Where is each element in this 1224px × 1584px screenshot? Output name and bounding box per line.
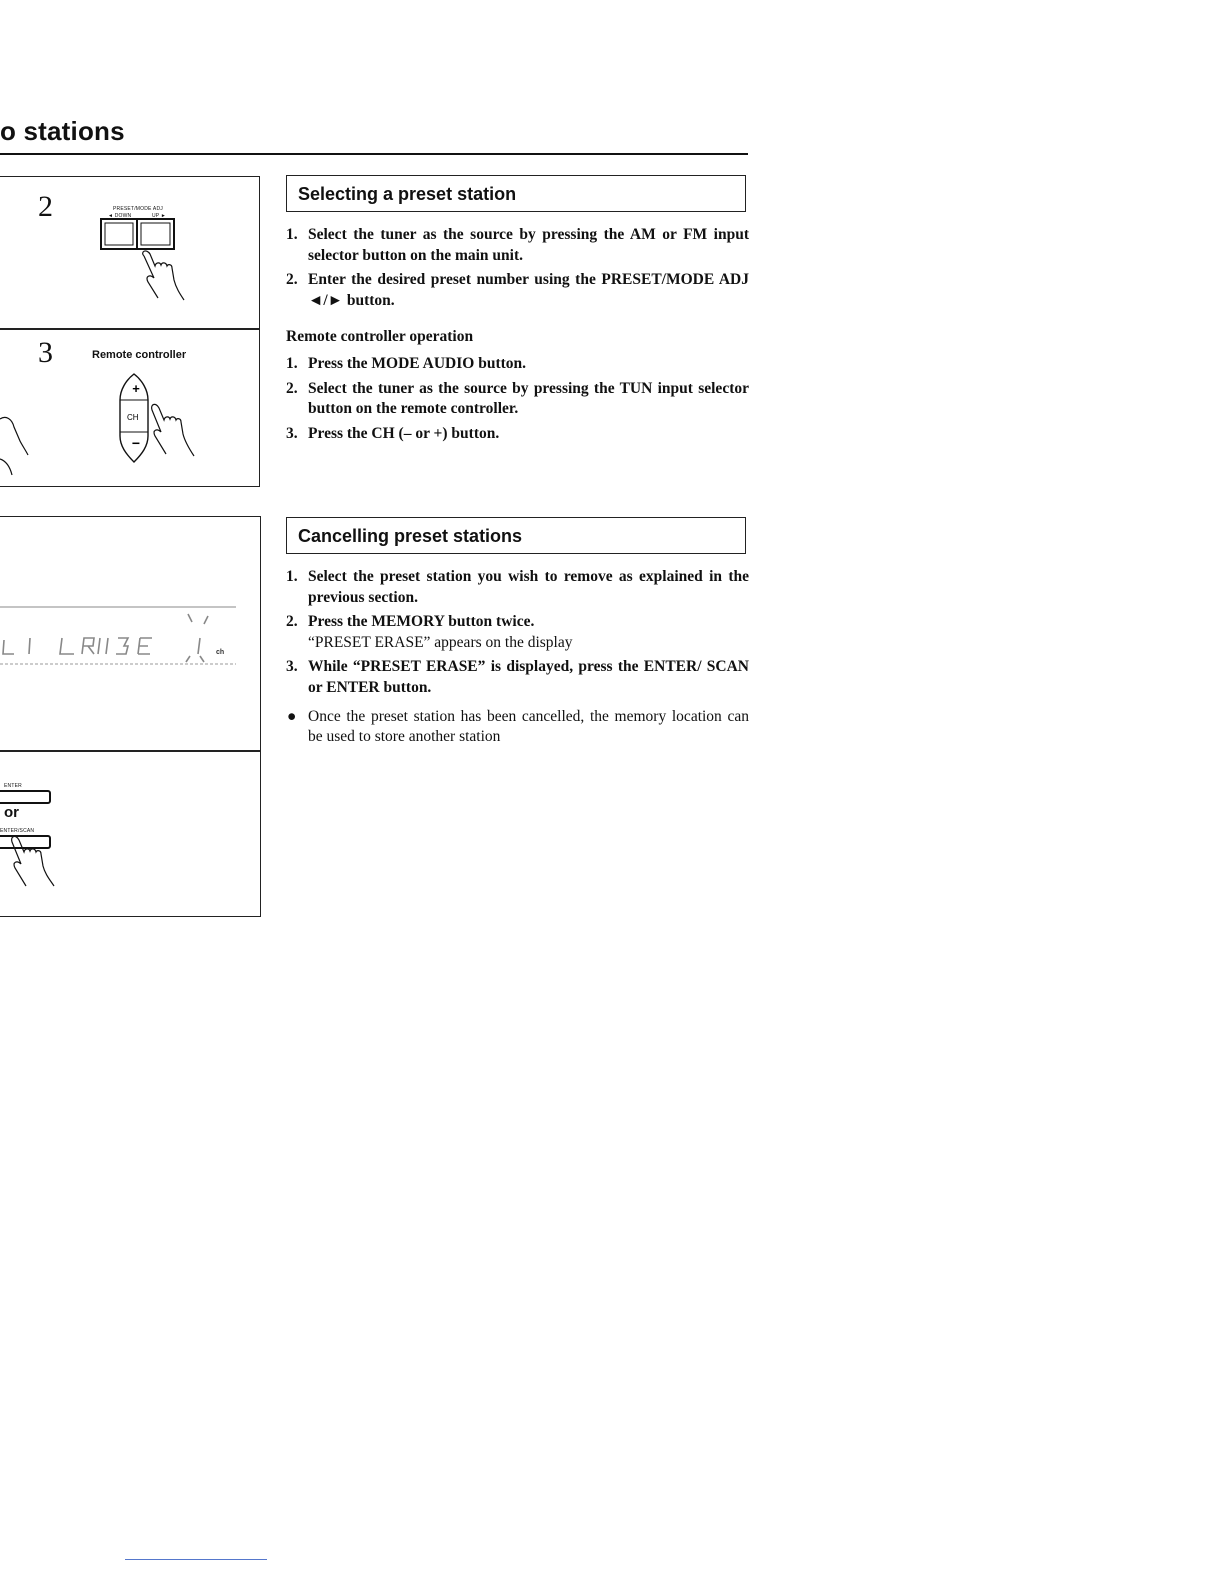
- remote-steps-list: [286, 354, 749, 448]
- footer-rule: [125, 1559, 267, 1560]
- step-number-3: 3: [38, 336, 53, 369]
- segment-display-text: [3, 614, 208, 662]
- step-note: “PRESET ERASE” appears on the display: [308, 633, 573, 651]
- list-item: 2. Enter the desired preset number using the PRESET/MODE ADJ ◄/► button.: [286, 271, 749, 309]
- enter-scan-caption: ENTER/SCAN: [0, 828, 35, 834]
- cell-divider: [0, 750, 260, 752]
- enter-buttons-illustration: [0, 790, 80, 890]
- fl-display-illustration: [0, 602, 240, 672]
- remote-controller-label: Remote controller: [92, 349, 187, 361]
- page-title: o stations: [0, 116, 125, 146]
- remote-operation-subheading: Remote controller operation: [286, 328, 474, 345]
- section-heading: Cancelling preset stations: [298, 526, 523, 546]
- list-item: 2. Select the tuner as the source by pressing the TUN input selector button on the remote controller.: [286, 379, 749, 417]
- enter-caption: ENTER: [4, 783, 22, 789]
- down-caption: ◄ DOWN: [108, 213, 132, 219]
- cell-divider: [0, 328, 259, 330]
- list-item: 2. Press the MEMORY button twice. “PRESET ERASE” appears on the display: [286, 612, 749, 653]
- list-item: 3. While “PRESET ERASE” is displayed, press the ENTER/ SCAN or ENTER button.: [286, 658, 749, 696]
- minus-symbol: −: [131, 435, 141, 451]
- hand-partial-icon: [0, 415, 40, 485]
- ch-indicator: ch: [216, 649, 225, 656]
- cancelling-steps-list: [286, 567, 749, 702]
- cancelling-section-header: [286, 517, 746, 554]
- plus-symbol: +: [132, 381, 140, 396]
- or-label: or: [4, 804, 19, 821]
- selecting-steps-list: [286, 225, 749, 315]
- hand-pointer-icon: [12, 836, 54, 886]
- hand-pointer-icon: [143, 251, 184, 300]
- list-item: 1. Select the preset station you wish to remove as explained in the previous section.: [286, 568, 749, 606]
- list-item: 3. Press the CH (– or +) button.: [286, 424, 500, 442]
- list-item: 1. Select the tuner as the source by pressing the AM or FM input selector button on the main unit.: [286, 226, 749, 264]
- list-item: 1. Press the MODE AUDIO button.: [286, 355, 527, 372]
- title-rule: [0, 153, 748, 155]
- section-heading: Selecting a preset station: [298, 184, 517, 204]
- step-number-2: 2: [38, 190, 53, 223]
- up-caption: UP ►: [152, 213, 166, 219]
- remote-ch-rocker-illustration: [114, 370, 214, 468]
- ch-label: CH: [127, 413, 139, 422]
- preset-mode-adj-caption: PRESET/MODE ADJ: [113, 206, 163, 212]
- preset-mode-adj-button-illustration: [100, 218, 180, 303]
- bullet-icon: ●: [287, 708, 297, 725]
- note-bullet: ● Once the preset station has been cancelled, the memory location can be used to store another station: [287, 708, 749, 745]
- hand-pointer-icon: [152, 404, 194, 456]
- selecting-section-header: [286, 175, 746, 212]
